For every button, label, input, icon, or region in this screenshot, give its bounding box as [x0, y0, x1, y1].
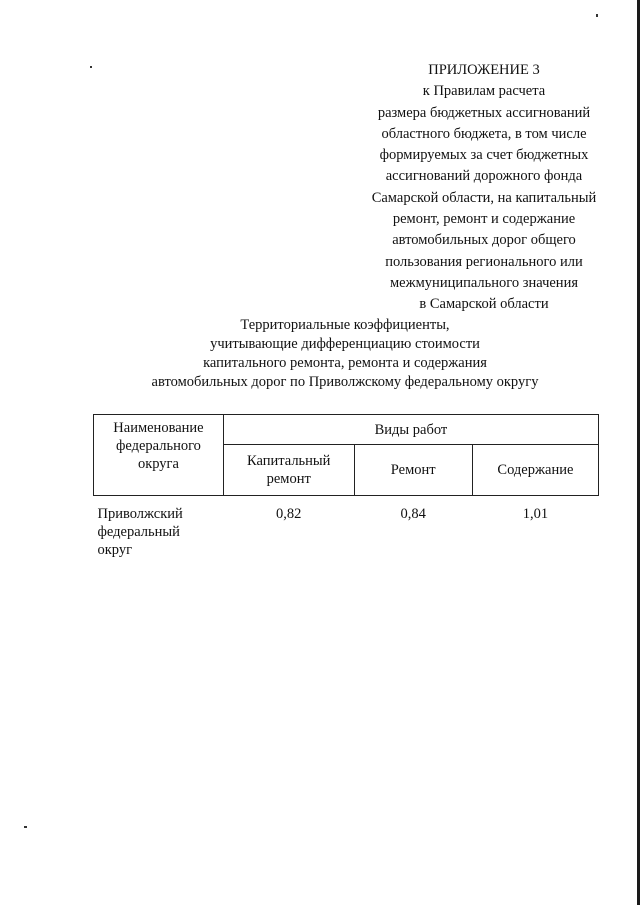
scan-speck [596, 14, 598, 17]
title-line: Территориальные коэффициенты, [240, 317, 450, 333]
title-line: автомобильных дорог по Приволжскому федеральному округу [151, 374, 539, 390]
appendix-line: пользования регионального или [385, 253, 583, 270]
appendix-line: ассигнований дорожного фонда [385, 168, 583, 185]
header-capital-repair: Капитальный ремонт [223, 445, 354, 496]
scan-speck [24, 826, 27, 828]
appendix-header [345, 60, 623, 316]
header-district-name: Наименование федерального округа [94, 415, 224, 496]
appendix-line: автомобильных дорог общего [392, 232, 576, 249]
header-work-types: Виды работ [223, 415, 598, 445]
cell-repair: 0,84 [400, 506, 426, 522]
appendix-line: размера бюджетных ассигнований [377, 104, 591, 121]
title-line: учитывающие дифференциацию стоимости [210, 336, 480, 352]
table-row [94, 496, 599, 561]
cell-capital-repair: 0,82 [276, 506, 302, 522]
scan-speck [90, 66, 92, 68]
appendix-line: в Самарской области [419, 296, 549, 313]
appendix-line: к Правилам расчета [422, 83, 546, 100]
coefficients-table [93, 414, 599, 560]
header-maintenance: Содержание [472, 445, 598, 496]
cell-maintenance: 1,01 [522, 506, 549, 522]
title-line: капитального ремонта, ремонта и содержания [203, 355, 487, 371]
document-title [120, 316, 570, 392]
appendix-heading: ПРИЛОЖЕНИЕ 3 [428, 62, 540, 78]
header-repair: Ремонт [354, 445, 472, 496]
appendix-line: Самарской области, на капитальный [371, 189, 597, 206]
appendix-line: ремонт, ремонт и содержание [392, 211, 576, 228]
row-district-name: Приволжский федеральный округ [97, 506, 183, 558]
appendix-line: межмуниципального значения [390, 274, 578, 291]
appendix-line: областного бюджета, в том числе [381, 125, 587, 142]
appendix-line: формируемых за счет бюджетных [379, 147, 589, 164]
